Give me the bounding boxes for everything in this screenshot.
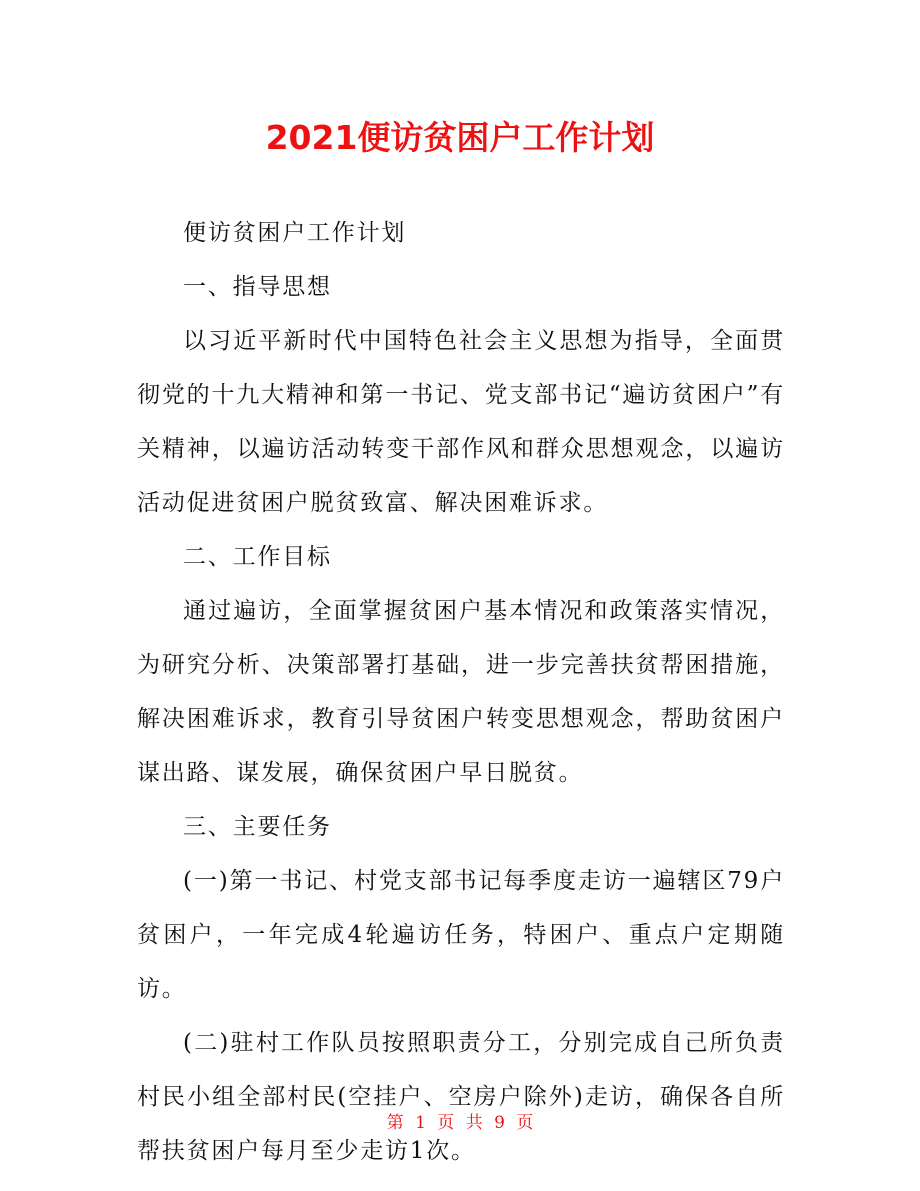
paragraph-guiding-ideology: 以习近平新时代中国特色社会主义思想为指导，全面贯彻党的十九大精神和第一书记、党支部书记“遍访贫困户”有关精神，以遍访活动转变干部作风和群众思想观念，以遍访活动促进贫困户脱贫致富、解决困难诉求。 [137, 328, 785, 516]
paragraph-task-2: (二)驻村工作队员按照职责分工，分别完成自己所负责村民小组全部村民(空挂户、空房户除外)走访，确保各自所帮扶贫困户每月至少走访1次。 [137, 1030, 785, 1164]
paragraph-task-1: (一)第一书记、村党支部书记每季度走访一遍辖区79户贫困户，一年完成4轮遍访任务，特困户、重点户定期随访。 [137, 868, 785, 1002]
document-body [137, 206, 785, 1178]
paragraph-work-goals: 通过遍访，全面掌握贫困户基本情况和政策落实情况，为研究分析、决策部署打基础，进一步完善扶贫帮困措施，解决困难诉求，教育引导贫困户转变思想观念，帮助贫困户谋出路、谋发展，确保贫困户早日脱贫。 [137, 598, 785, 786]
heading-work-goals: 二、工作目标 [183, 544, 332, 570]
paragraph-subtitle: 便访贫困户工作计划 [183, 220, 407, 246]
page-footer: 第 1 页 共 9 页 [386, 1113, 534, 1133]
document-title: 2021便访贫困户工作计划 [265, 118, 655, 157]
heading-main-tasks: 三、主要任务 [183, 814, 332, 840]
heading-guiding-ideology: 一、指导思想 [183, 274, 332, 300]
